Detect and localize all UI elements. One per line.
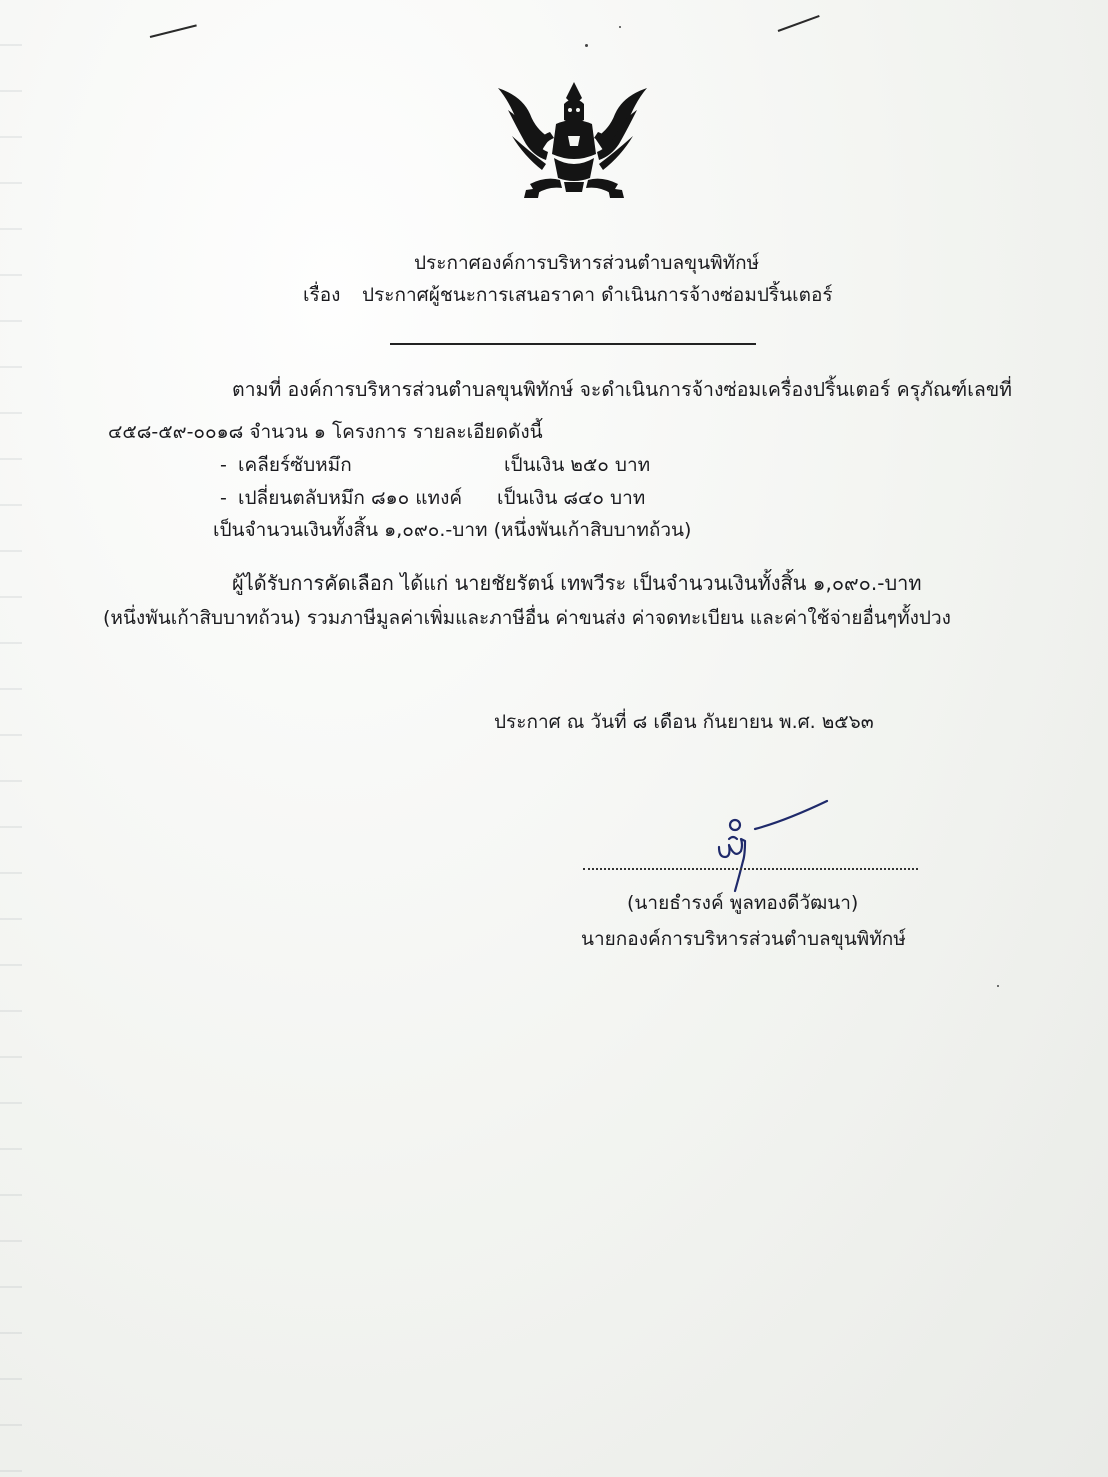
paragraph-1-line-2: ๔๕๘-๕๙-๐๐๑๘ จำนวน ๑ โครงการ รายละเอียดดังนี้ (108, 421, 543, 443)
signature-line (583, 868, 918, 870)
title-divider (390, 343, 756, 345)
scan-speck (997, 985, 999, 987)
signatory-name: (นายธำรงค์ พูลทองดีวัฒนา) (627, 892, 859, 914)
item-name: เคลียร์ซับหมึก (238, 454, 352, 476)
paragraph-1-line-1: ตามที่ องค์การบริหารส่วนตำบลขุนพิทักษ์ จะดำเนินการจ้างซ่อมเครื่องปริ้นเตอร์ ครุภัณฑ์เลขที่ (232, 378, 1013, 401)
paragraph-2-line-2: (หนึ่งพันเก้าสิบบาทถ้วน) รวมภาษีมูลค่าเพิ่มและภาษีอื่น ค่าขนส่ง ค่าจดทะเบียน และค่าใช้จ่ายอื่นๆทั้งปวง (103, 607, 951, 629)
total-line: เป็นจำนวนเงินทั้งสิ้น ๑,๐๙๐.-บาท (หนึ่งพันเก้าสิบบาทถ้วน) (213, 519, 692, 541)
subject-text: ประกาศผู้ชนะการเสนอราคา ดำเนินการจ้างซ่อมปริ้นเตอร์ (362, 284, 833, 306)
handwritten-signature (705, 795, 835, 895)
scan-speck (585, 44, 588, 47)
item-bullet: - (220, 454, 227, 476)
item-name: เปลี่ยนตลับหมึก ๘๑๐ แทงค์ (238, 487, 463, 509)
subject-label: เรื่อง (303, 284, 341, 306)
garuda-emblem (490, 80, 655, 210)
item-bullet: - (220, 487, 227, 509)
org-title: ประกาศองค์การบริหารส่วนตำบลขุนพิทักษ์ (414, 252, 760, 274)
paragraph-2-line-1: ผู้ได้รับการคัดเลือก ได้แก่ นายชัยรัตน์ เทพวีระ เป็นจำนวนเงินทั้งสิ้น ๑,๐๙๐.-บาท (232, 571, 922, 595)
scan-speck (619, 26, 621, 28)
item-amount: เป็นเงิน ๒๕๐ บาท (504, 454, 651, 476)
date-line: ประกาศ ณ วันที่ ๘ เดือน กันยายน พ.ศ. ๒๕๖๓ (494, 711, 874, 733)
item-amount: เป็นเงิน ๘๔๐ บาท (497, 487, 646, 509)
left-edge-lines (0, 0, 22, 1477)
signatory-title: นายกองค์การบริหารส่วนตำบลขุนพิทักษ์ (581, 928, 906, 950)
